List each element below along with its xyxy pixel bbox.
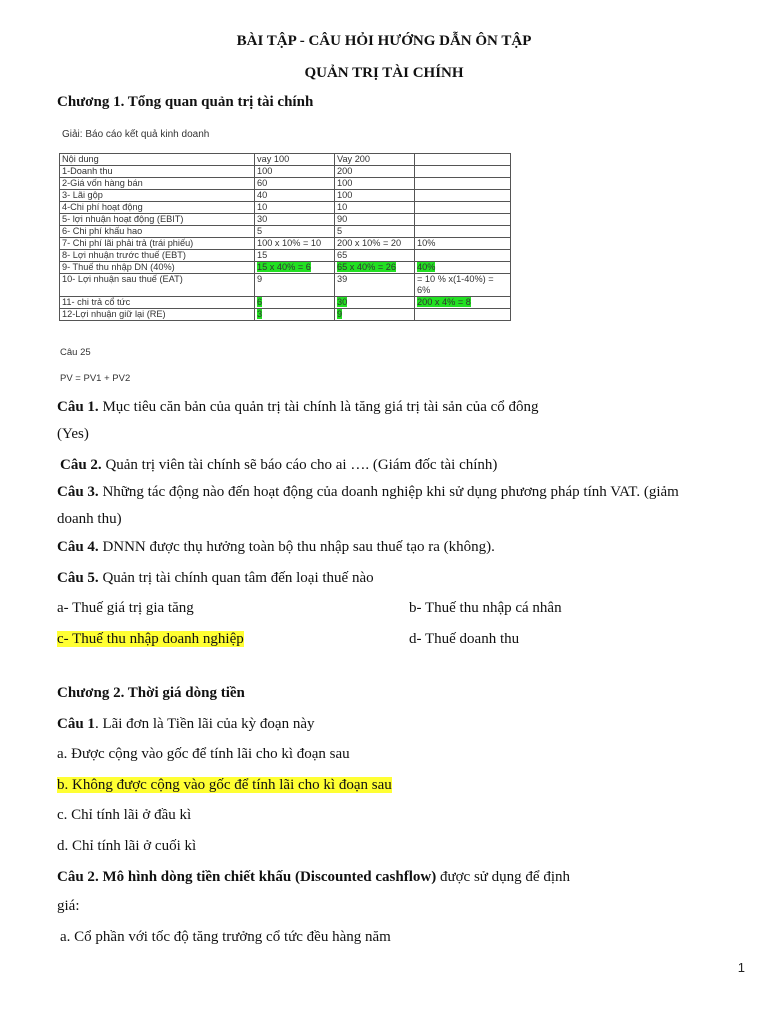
table-cell xyxy=(415,166,511,178)
table-row xyxy=(60,262,511,274)
ch1-q5-option-a: a- Thuế giá trị gia tăng xyxy=(57,600,194,616)
table-cell xyxy=(415,214,511,226)
table-cell: 5 xyxy=(255,226,335,238)
table-cell xyxy=(415,250,511,262)
table-cell: 200 xyxy=(335,166,415,178)
ch2-q1-option-d: d. Chỉ tính lãi ở cuối kì xyxy=(57,838,197,854)
document-subtitle: QUẢN TRỊ TÀI CHÍNH xyxy=(304,65,464,81)
table-cell: 100 x 10% = 10 xyxy=(255,238,335,250)
table-cell: 8- Lợi nhuận trước thuế (EBT) xyxy=(60,250,255,262)
table-cell: 10 xyxy=(335,202,415,214)
table-cell xyxy=(415,190,511,202)
table-cell xyxy=(415,297,511,309)
table-cell: 7- Chi phí lãi phải trả (trái phiếu) xyxy=(60,238,255,250)
table-cell: 100 xyxy=(335,178,415,190)
table-cell: 30 xyxy=(255,214,335,226)
table-cell: 10 xyxy=(255,202,335,214)
chapter2-heading: Chương 2. Thời giá dòng tiền xyxy=(57,685,245,701)
question-text: được sử dụng để định xyxy=(436,869,570,885)
question-label: Câu 1 xyxy=(57,716,95,732)
highlighted-value: 40% xyxy=(417,262,436,272)
table-cell: 15 xyxy=(255,250,335,262)
question-text: Quản trị tài chính quan tâm đến loại thuế nào xyxy=(98,570,374,586)
table-cell: 65 xyxy=(335,250,415,262)
document-title: BÀI TẬP - CÂU HỎI HƯỚNG DẪN ÔN TẬP xyxy=(236,33,532,49)
table-cell: 11- chi trả cổ tức xyxy=(60,297,255,309)
highlighted-value: 3 xyxy=(257,309,263,319)
table-header-row xyxy=(60,154,511,166)
highlighted-value: 30 xyxy=(337,297,348,307)
table-cell: 100 xyxy=(255,166,335,178)
ch1-q5-option-b: b- Thuế thu nhập cá nhân xyxy=(409,600,562,616)
ch2-question-1 xyxy=(57,714,315,734)
table-cell: 10% xyxy=(415,238,511,250)
table-header-cell: vay 100 xyxy=(255,154,335,166)
table-cell: 4-Chi phí hoạt động xyxy=(60,202,255,214)
ch1-question-1-answer: (Yes) xyxy=(57,426,89,442)
ch1-q5-option-c xyxy=(57,629,244,649)
income-statement-table xyxy=(59,153,511,321)
table-cell xyxy=(415,178,511,190)
highlighted-value: 200 x 4% = 8 xyxy=(417,297,471,307)
table-row xyxy=(60,202,511,214)
question-text: Những tác động nào đến hoạt động của doanh nghiệp khi sử dụng phương pháp tính VAT. (giảm xyxy=(98,484,679,500)
table-header-cell: Vay 200 xyxy=(335,154,415,166)
table-header-cell: Nội dung xyxy=(60,154,255,166)
table-cell: 12-Lợi nhuận giữ lại (RE) xyxy=(60,309,255,321)
table-cell: 90 xyxy=(335,214,415,226)
ch1-question-3 xyxy=(57,482,679,502)
table-cell xyxy=(335,262,415,274)
table-cell: 39 xyxy=(335,274,415,297)
table-cell: 5- lợi nhuận hoạt động (EBIT) xyxy=(60,214,255,226)
table-row xyxy=(60,250,511,262)
table-row xyxy=(60,274,511,297)
table-cell: 9 xyxy=(255,274,335,297)
question-label: Câu 1. xyxy=(57,399,99,415)
ch2-q1-option-b xyxy=(57,775,392,795)
table-cell xyxy=(255,262,335,274)
question-label: Câu 2 xyxy=(57,869,95,885)
question-text: Mục tiêu căn bản của quản trị tài chính là tăng giá trị tài sản của cổ đông xyxy=(98,399,539,415)
table-row xyxy=(60,166,511,178)
table-cell xyxy=(415,226,511,238)
question-text: Quản trị viên tài chính sẽ báo cáo cho ai …. (Giám đốc tài chính) xyxy=(101,457,498,473)
ch2-q2-option-a: a. Cổ phần với tốc độ tăng trưởng cổ tức đều hàng năm xyxy=(60,929,391,945)
question-bold-text: . Mô hình dòng tiền chiết khấu (Discounted cashflow) xyxy=(94,869,437,885)
table-cell: = 10 % x(1-40%) = 6% xyxy=(415,274,511,297)
ch1-question-3-cont: doanh thu) xyxy=(57,511,122,527)
table-cell xyxy=(255,297,335,309)
table-cell xyxy=(335,297,415,309)
table-cell: 200 x 10% = 20 xyxy=(335,238,415,250)
question-label: Câu 4. xyxy=(57,539,99,555)
question-label: Câu 5. xyxy=(57,570,99,586)
highlighted-value: 9 xyxy=(337,309,343,319)
table-row xyxy=(60,178,511,190)
highlighted-value: 6 xyxy=(257,297,263,307)
formula-pv: PV = PV1 + PV2 xyxy=(60,373,131,384)
ch1-question-4 xyxy=(57,537,495,557)
table-row xyxy=(60,297,511,309)
table-row xyxy=(60,309,511,321)
table-row xyxy=(60,238,511,250)
table-row xyxy=(60,226,511,238)
page-number: 1 xyxy=(737,960,745,975)
note-cau25: Câu 25 xyxy=(60,347,91,358)
ch1-question-5 xyxy=(57,568,374,588)
table-row xyxy=(60,214,511,226)
table-cell: 9- Thuế thu nhập DN (40%) xyxy=(60,262,255,274)
table-cell: 10- Lợi nhuận sau thuế (EAT) xyxy=(60,274,255,297)
ch2-question-2 xyxy=(57,867,570,887)
table-cell: 60 xyxy=(255,178,335,190)
table-image-caption: Giải: Báo cáo kết quả kinh doanh xyxy=(62,129,210,140)
table-cell: 2-Giá vốn hàng bán xyxy=(60,178,255,190)
table-cell: 40 xyxy=(255,190,335,202)
highlighted-answer: c- Thuế thu nhập doanh nghiệp xyxy=(57,631,244,647)
question-label: Câu 2. xyxy=(60,457,102,473)
table-cell: 1-Doanh thu xyxy=(60,166,255,178)
table-cell xyxy=(415,309,511,321)
ch2-q1-option-a: a. Được cộng vào gốc để tính lãi cho kì đoạn sau xyxy=(57,746,350,762)
table-cell: 5 xyxy=(335,226,415,238)
table-cell xyxy=(255,309,335,321)
table-cell: 100 xyxy=(335,190,415,202)
highlighted-value: 15 x 40% = 6 xyxy=(257,262,311,272)
highlighted-value: 65 x 40% = 26 xyxy=(337,262,396,272)
question-text: DNNN được thụ hưởng toàn bộ thu nhập sau thuế tạo ra (không). xyxy=(98,539,495,555)
highlighted-answer: b. Không được cộng vào gốc để tính lãi cho kì đoạn sau xyxy=(57,777,392,793)
table-cell xyxy=(415,262,511,274)
ch1-q5-option-d: d- Thuế doanh thu xyxy=(409,631,520,647)
ch2-question-2-cont: giá: xyxy=(57,898,80,914)
ch1-question-2 xyxy=(60,455,497,475)
table-header-cell xyxy=(415,154,511,166)
question-label: Câu 3. xyxy=(57,484,99,500)
table-row xyxy=(60,190,511,202)
table-cell: 3- Lãi gộp xyxy=(60,190,255,202)
table-cell xyxy=(415,202,511,214)
ch2-q1-option-c: c. Chỉ tính lãi ở đầu kì xyxy=(57,807,192,823)
table-cell: 6- Chi phí khấu hao xyxy=(60,226,255,238)
chapter1-heading: Chương 1. Tổng quan quản trị tài chính xyxy=(57,94,314,110)
ch1-question-1 xyxy=(57,397,539,417)
table-cell xyxy=(335,309,415,321)
question-text: . Lãi đơn là Tiền lãi của kỳ đoạn này xyxy=(94,716,315,732)
